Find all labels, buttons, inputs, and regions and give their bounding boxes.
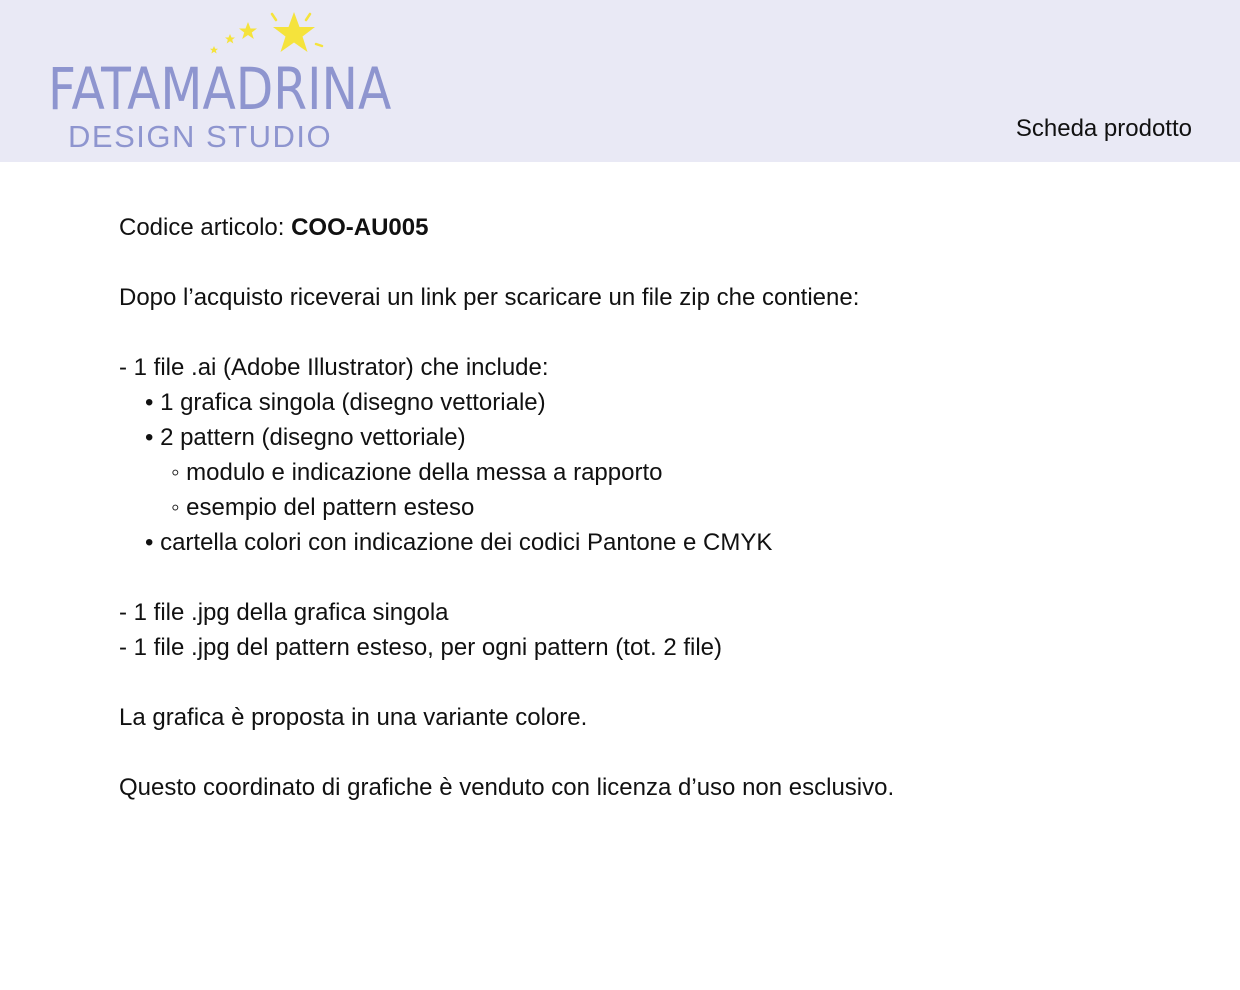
list-item-color-chart: • cartella colori con indicazione dei codici Pantone e CMYK: [145, 529, 773, 556]
list-item-jpg-single: - 1 file .jpg della grafica singola: [119, 599, 449, 626]
product-sheet: [119, 210, 1179, 805]
article-code-line: [119, 210, 1179, 245]
logo-wordmark: FATAMADRINA: [48, 55, 392, 123]
logo-subtitle: DESIGN STUDIO: [68, 119, 333, 154]
article-code-value: COO-AU005: [291, 214, 429, 241]
list-item-patterns: • 2 pattern (disegno vettoriale): [145, 424, 466, 451]
header-bar: [0, 0, 1240, 162]
list-item-jpg-pattern: - 1 file .jpg del pattern esteso, per ogni pattern (tot. 2 file): [119, 634, 722, 661]
list-item-pattern-module: ◦ modulo e indicazione della messa a rapporto: [171, 459, 663, 486]
license-note: Questo coordinato di grafiche è venduto con licenza d’uso non esclusivo.: [119, 774, 895, 801]
list-item-pattern-example: ◦ esempio del pattern esteso: [171, 494, 475, 521]
list-item-ai-file: - 1 file .ai (Adobe Illustrator) che include:: [119, 354, 549, 381]
variant-note: La grafica è proposta in una variante colore.: [119, 704, 588, 731]
intro-text: Dopo l’acquisto riceverai un link per scaricare un file zip che contiene:: [119, 284, 860, 311]
page-title: Scheda prodotto: [1015, 115, 1192, 142]
article-code-label: Codice articolo:: [119, 214, 285, 241]
brand-logo[interactable]: [46, 8, 392, 158]
list-item-single-graphic: • 1 grafica singola (disegno vettoriale): [145, 389, 546, 416]
